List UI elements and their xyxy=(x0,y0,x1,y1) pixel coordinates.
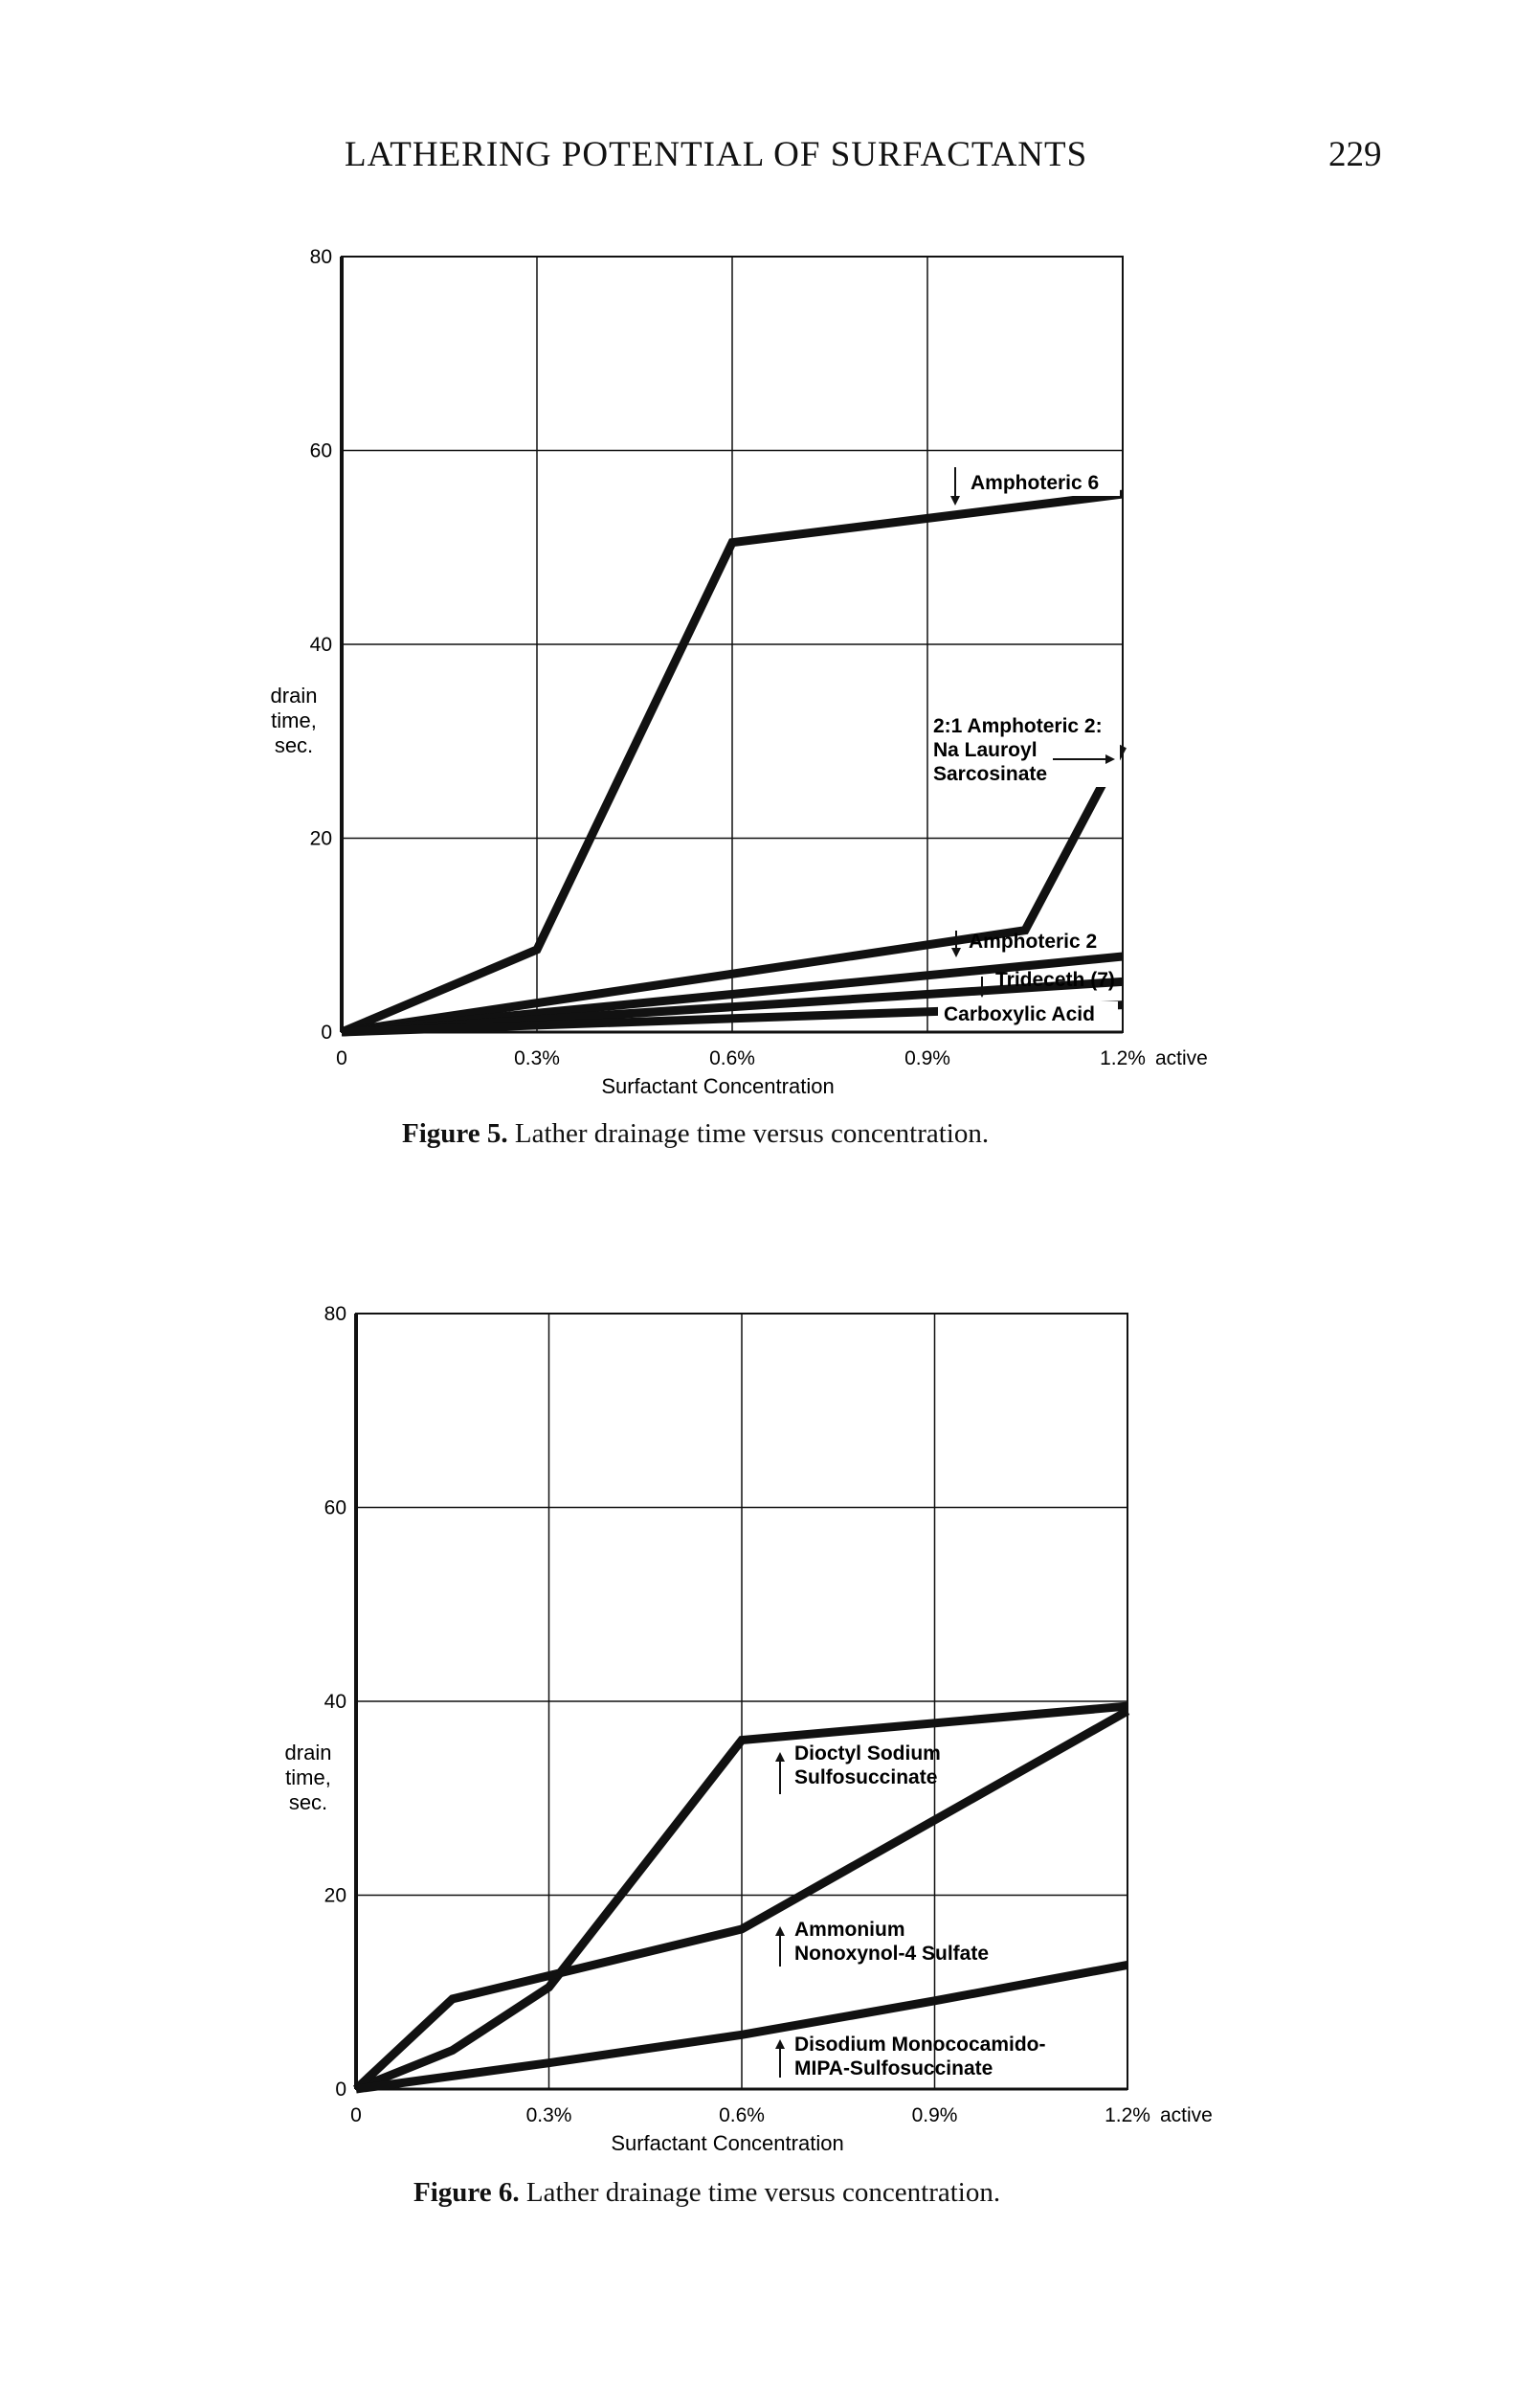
fig6-annotation-1-line-0: Ammonium xyxy=(794,1919,905,1941)
fig6-x-tick-label-1: 0.3% xyxy=(525,2104,572,2126)
fig6-y-tick-label-4: 80 xyxy=(324,1303,346,1325)
fig5-x-axis-title: Surfactant Concentration xyxy=(601,1074,835,1098)
fig6-annotation-2-line-0: Disodium Monococamido- xyxy=(794,2034,1046,2056)
running-title: LATHERING POTENTIAL OF SURFACTANTS xyxy=(345,135,1088,174)
fig5-x-tick-label-1: 0.3% xyxy=(514,1047,560,1069)
fig5-y-tick-label-2: 40 xyxy=(309,634,332,656)
fig5-annotation-4-line-0: Carboxylic Acid xyxy=(944,1003,1095,1025)
fig6-annotation-arrow-1-head xyxy=(775,1926,785,1936)
fig5-annotation-arrow-2-head xyxy=(951,948,961,957)
fig6-annotation-0-line-1: Sulfosuccinate xyxy=(794,1766,938,1788)
fig5-annotation-1-line-0: 2:1 Amphoteric 2: xyxy=(933,715,1103,737)
figure-5-caption xyxy=(402,1118,989,1150)
fig6-annotation-arrow-0-head xyxy=(775,1752,785,1762)
fig5-y-axis-title-line-1: time, xyxy=(271,708,317,732)
fig5-x-tick-label-4: 1.2% xyxy=(1100,1047,1146,1069)
fig6-x-axis-title: Surfactant Concentration xyxy=(611,2131,844,2155)
fig6-y-axis-title-line-1: time, xyxy=(285,1765,331,1789)
fig6-annotation-2-line-1: MIPA-Sulfosuccinate xyxy=(794,2057,993,2079)
fig6-x-tick-label-0: 0 xyxy=(350,2104,362,2126)
fig5-annotation-1-line-1: Na Lauroyl xyxy=(933,739,1038,761)
fig5-y-axis-title-line-2: sec. xyxy=(274,733,314,757)
figure-6-caption xyxy=(413,2177,1000,2209)
fig5-annotation-1-line-2: Sarcosinate xyxy=(933,763,1048,785)
figure-6-label: Figure 6. xyxy=(413,2177,520,2208)
fig6-y-tick-label-0: 0 xyxy=(335,2079,346,2101)
fig5-annotation-2-line-0: Amphoteric 2 xyxy=(969,931,1098,953)
fig5-annotation-0-line-0: Amphoteric 6 xyxy=(971,472,1100,494)
fig6-y-axis-title-line-0: drain xyxy=(284,1741,332,1764)
fig6-y-axis-title-line-2: sec. xyxy=(288,1790,328,1814)
fig6-x-tick-label-3: 0.9% xyxy=(911,2104,958,2126)
fig5-y-axis-title-line-0: drain xyxy=(270,684,318,708)
fig5-x-tick-label-2: 0.6% xyxy=(709,1047,755,1069)
fig5-y-tick-label-3: 60 xyxy=(309,439,332,462)
fig5-x-unit-label: active xyxy=(1155,1047,1208,1069)
fig6-x-unit-label: active xyxy=(1160,2104,1213,2126)
fig6-y-tick-label-3: 60 xyxy=(324,1496,346,1519)
figure-5-label: Figure 5. xyxy=(402,1118,508,1149)
fig6-annotation-arrow-2-head xyxy=(775,2039,785,2049)
fig6-y-tick-label-1: 20 xyxy=(324,1884,346,1907)
figure-6-caption-text: Lather drainage time versus concentration. xyxy=(525,2177,1001,2208)
fig6-x-tick-label-4: 1.2% xyxy=(1105,2104,1150,2126)
figure-5-caption-text: Lather drainage time versus concentration. xyxy=(514,1118,990,1149)
fig6-x-tick-label-2: 0.6% xyxy=(719,2104,765,2126)
figure-6-chart xyxy=(0,1273,1540,2155)
fig6-annotation-1-line-1: Nonoxynol-4 Sulfate xyxy=(794,1943,990,1965)
fig5-annotation-arrow-0-head xyxy=(950,496,960,506)
fig5-y-tick-label-0: 0 xyxy=(321,1022,332,1044)
fig6-annotation-0-line-0: Dioctyl Sodium xyxy=(794,1742,941,1764)
fig5-y-tick-label-4: 80 xyxy=(309,246,332,268)
running-head xyxy=(0,134,1540,182)
fig5-x-tick-label-3: 0.9% xyxy=(904,1047,950,1069)
fig5-x-tick-label-0: 0 xyxy=(336,1047,347,1069)
page-number: 229 xyxy=(1328,135,1382,174)
fig5-annotation-3-line-0: Trideceth (7) xyxy=(995,969,1115,991)
fig6-y-tick-label-2: 40 xyxy=(324,1691,346,1713)
figure-5-chart xyxy=(0,220,1540,1098)
fig5-y-tick-label-1: 20 xyxy=(309,827,332,850)
